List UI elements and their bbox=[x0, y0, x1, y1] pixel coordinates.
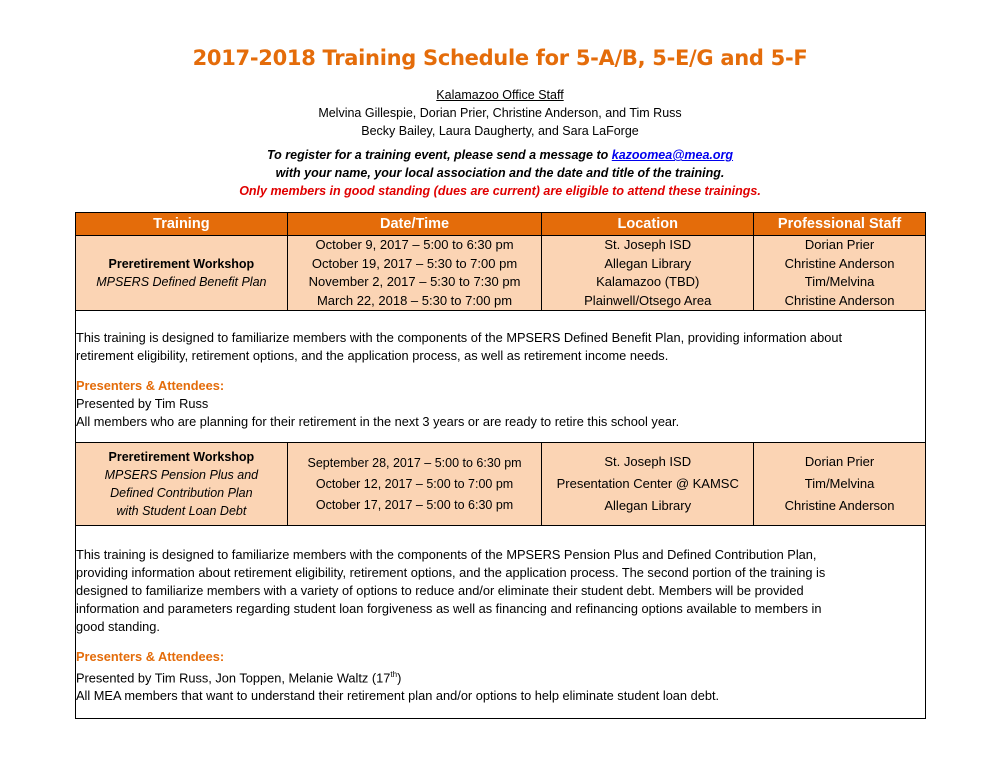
training-description-row bbox=[76, 526, 926, 719]
staff-item: Dorian Prier bbox=[804, 454, 875, 469]
office-staff-block bbox=[0, 86, 1000, 140]
presented-by bbox=[76, 666, 925, 687]
description-line: This training is designed to familiarize members with the components of the MPSERS Defined Benefit Plan, providing information about bbox=[76, 330, 843, 345]
attendees: All MEA members that want to understand their retirement plan and/or options to help eliminate student loan debt. bbox=[76, 688, 720, 704]
registration-line-1 bbox=[0, 146, 1000, 164]
date-item: September 28, 2017 – 5:00 to 6:30 pm bbox=[307, 455, 522, 470]
email-link[interactable]: kazoomea@mea.org bbox=[611, 148, 734, 162]
date-item: October 19, 2017 – 5:30 to 7:00 pm bbox=[311, 255, 518, 271]
office-staff-line-2: Becky Bailey, Laura Daugherty, and Sara LaForge bbox=[361, 124, 639, 138]
date-item: October 9, 2017 – 5:00 to 6:30 pm bbox=[315, 237, 514, 252]
training-name: Preretirement Workshop bbox=[108, 257, 255, 271]
date-item: November 2, 2017 – 5:30 to 7:30 pm bbox=[308, 274, 521, 289]
office-staff-line-1: Melvina Gillespie, Dorian Prier, Christine Anderson, and Tim Russ bbox=[318, 106, 682, 120]
staff-cell bbox=[754, 236, 926, 311]
column-header-datetime: Date/Time bbox=[287, 213, 542, 236]
column-header-training: Training bbox=[76, 213, 288, 236]
training-name: Preretirement Workshop bbox=[108, 450, 255, 464]
table-header-row bbox=[76, 213, 926, 236]
registration-line-2: with your name, your local association and the date and title of the training. bbox=[275, 166, 725, 180]
training-subtitle: MPSERS Defined Benefit Plan bbox=[96, 275, 267, 289]
description-line: information and parameters regarding student loan forgiveness as well as financing and refinancing options available to members in bbox=[76, 601, 822, 616]
locations-cell bbox=[542, 236, 754, 311]
description-text bbox=[76, 329, 925, 365]
dates-cell bbox=[287, 236, 542, 311]
staff-item: Dorian Prier bbox=[804, 237, 875, 252]
staff-item: Christine Anderson bbox=[784, 255, 895, 271]
location-item: Plainwell/Otsego Area bbox=[584, 292, 712, 308]
dates-cell bbox=[287, 443, 542, 526]
column-header-location: Location bbox=[542, 213, 754, 236]
column-header-staff: Professional Staff bbox=[754, 213, 926, 236]
date-item: October 12, 2017 – 5:00 to 7:00 pm bbox=[315, 476, 514, 491]
description-line: good standing. bbox=[76, 619, 160, 634]
locations-cell bbox=[542, 443, 754, 526]
registration-note bbox=[0, 146, 1000, 200]
attendees: All members who are planning for their retirement in the next 3 years or are ready to retire this school year. bbox=[76, 414, 680, 429]
training-description-cell bbox=[76, 526, 926, 719]
description-text bbox=[76, 546, 925, 636]
presented-by: Presented by Tim Russ bbox=[76, 396, 209, 411]
training-name-cell bbox=[76, 443, 288, 526]
description-line: retirement eligibility, retirement options, and the application process, as well as retirement income needs. bbox=[76, 348, 669, 363]
date-item: October 17, 2017 – 5:00 to 6:30 pm bbox=[315, 497, 514, 512]
location-item: St. Joseph ISD bbox=[604, 237, 692, 252]
training-row bbox=[76, 236, 926, 311]
description-line: This training is designed to familiarize members with the components of the MPSERS Pension Plus and Defined Contribution Plan, bbox=[76, 547, 817, 562]
registration-text: To register for a training event, please send a message to bbox=[266, 148, 612, 162]
staff-cell bbox=[754, 443, 926, 526]
location-item: St. Joseph ISD bbox=[604, 454, 692, 469]
training-description-cell bbox=[76, 311, 926, 443]
staff-item: Christine Anderson bbox=[784, 292, 895, 308]
presenters-heading: Presenters & Attendees: bbox=[76, 378, 225, 393]
staff-item: Tim/Melvina bbox=[804, 274, 875, 289]
presented-by-close: ) bbox=[397, 670, 402, 686]
presented-by-text: Presented by Tim Russ, Jon Toppen, Melanie Waltz (17 bbox=[76, 670, 391, 686]
eligibility-warning: Only members in good standing (dues are current) are eligible to attend these trainings. bbox=[239, 184, 761, 198]
document-title: 2017-2018 Training Schedule for 5-A/B, 5-E/G and 5-F bbox=[192, 46, 808, 70]
location-item: Kalamazoo (TBD) bbox=[596, 274, 700, 289]
training-description-row bbox=[76, 311, 926, 443]
description-line: providing information about retirement eligibility, retirement options, and the application process. The second portion of the training is bbox=[76, 565, 826, 580]
location-item: Allegan Library bbox=[604, 255, 692, 271]
date-item: March 22, 2018 – 5:30 to 7:00 pm bbox=[316, 292, 513, 308]
training-subtitle: with Student Loan Debt bbox=[116, 504, 247, 518]
training-row bbox=[76, 443, 926, 526]
training-schedule-table bbox=[75, 212, 926, 719]
location-item: Presentation Center @ KAMSC bbox=[556, 476, 739, 491]
ordinal-suffix: th bbox=[390, 670, 398, 679]
presenters-heading: Presenters & Attendees: bbox=[76, 649, 225, 664]
description-line: designed to familiarize members with a variety of options to reduce and/or eliminate their student debt. Members will be provided bbox=[76, 583, 804, 598]
office-staff-heading: Kalamazoo Office Staff bbox=[436, 88, 564, 102]
staff-item: Tim/Melvina bbox=[804, 476, 875, 491]
training-subtitle: MPSERS Pension Plus and bbox=[104, 468, 259, 482]
location-item: Allegan Library bbox=[604, 498, 692, 513]
training-subtitle: Defined Contribution Plan bbox=[110, 486, 253, 500]
training-name-cell bbox=[76, 236, 288, 311]
staff-item: Christine Anderson bbox=[784, 498, 895, 513]
